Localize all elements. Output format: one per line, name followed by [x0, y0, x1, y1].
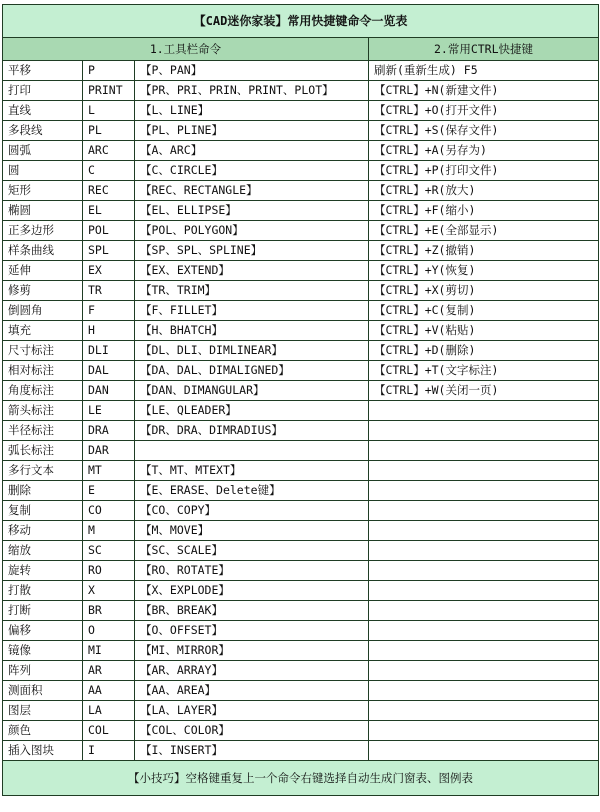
command-name-cell: 样条曲线 — [3, 241, 83, 261]
table-row — [3, 141, 599, 161]
command-name-cell: 删除 — [3, 481, 83, 501]
command-name-cell: 修剪 — [3, 281, 83, 301]
command-abbr-cell: PL — [83, 121, 135, 141]
command-aliases-cell — [135, 441, 369, 461]
table-row — [3, 161, 599, 181]
header-ctrl-shortcuts: 2.常用CTRL快捷键 — [369, 38, 599, 61]
ctrl-shortcut-cell — [369, 661, 599, 681]
table-row — [3, 541, 599, 561]
table-row — [3, 661, 599, 681]
command-aliases-cell: 【REC、RECTANGLE】 — [135, 181, 369, 201]
ctrl-shortcut-cell: 【CTRL】+N(新建文件) — [369, 81, 599, 101]
command-aliases-cell: 【F、FILLET】 — [135, 301, 369, 321]
command-aliases-cell: 【A、ARC】 — [135, 141, 369, 161]
command-name-cell: 矩形 — [3, 181, 83, 201]
command-abbr-cell: DAR — [83, 441, 135, 461]
command-abbr-cell: DRA — [83, 421, 135, 441]
command-name-cell: 图层 — [3, 701, 83, 721]
command-aliases-cell: 【BR、BREAK】 — [135, 601, 369, 621]
command-name-cell: 打印 — [3, 81, 83, 101]
footer-tip: 【小技巧】空格键重复上一个命令右键选择自动生成门窗表、图例表 — [3, 761, 599, 796]
command-name-cell: 颜色 — [3, 721, 83, 741]
table-row — [3, 441, 599, 461]
table-row — [3, 61, 599, 81]
table-row — [3, 201, 599, 221]
command-aliases-cell: 【X、EXPLODE】 — [135, 581, 369, 601]
command-name-cell: 延伸 — [3, 261, 83, 281]
ctrl-shortcut-cell: 【CTRL】+P(打印文件) — [369, 161, 599, 181]
command-name-cell: 填充 — [3, 321, 83, 341]
ctrl-shortcut-cell — [369, 421, 599, 441]
ctrl-shortcut-cell: 【CTRL】+V(粘贴) — [369, 321, 599, 341]
command-abbr-cell: POL — [83, 221, 135, 241]
table-row — [3, 681, 599, 701]
command-abbr-cell: REC — [83, 181, 135, 201]
command-name-cell: 缩放 — [3, 541, 83, 561]
command-aliases-cell: 【SP、SPL、SPLINE】 — [135, 241, 369, 261]
ctrl-shortcut-cell: 【CTRL】+F(缩小) — [369, 201, 599, 221]
command-abbr-cell: COL — [83, 721, 135, 741]
table-row — [3, 741, 599, 761]
command-name-cell: 打断 — [3, 601, 83, 621]
command-aliases-cell: 【C、CIRCLE】 — [135, 161, 369, 181]
ctrl-shortcut-cell: 【CTRL】+O(打开文件) — [369, 101, 599, 121]
command-abbr-cell: RO — [83, 561, 135, 581]
table-row — [3, 241, 599, 261]
table-row — [3, 301, 599, 321]
command-name-cell: 正多边形 — [3, 221, 83, 241]
command-aliases-cell: 【PR、PRI、PRIN、PRINT、PLOT】 — [135, 81, 369, 101]
ctrl-shortcut-cell: 【CTRL】+X(剪切) — [369, 281, 599, 301]
command-aliases-cell: 【EX、EXTEND】 — [135, 261, 369, 281]
command-aliases-cell: 【E、ERASE、Delete键】 — [135, 481, 369, 501]
ctrl-shortcut-cell: 【CTRL】+T(文字标注) — [369, 361, 599, 381]
ctrl-shortcut-cell: 【CTRL】+E(全部显示) — [369, 221, 599, 241]
ctrl-shortcut-cell — [369, 481, 599, 501]
command-abbr-cell: BR — [83, 601, 135, 621]
ctrl-shortcut-cell: 【CTRL】+C(复制) — [369, 301, 599, 321]
command-aliases-cell: 【LE、QLEADER】 — [135, 401, 369, 421]
command-aliases-cell: 【TR、TRIM】 — [135, 281, 369, 301]
ctrl-shortcut-cell — [369, 741, 599, 761]
command-name-cell: 圆弧 — [3, 141, 83, 161]
table-row — [3, 461, 599, 481]
shortcut-table — [2, 4, 599, 796]
command-name-cell: 半径标注 — [3, 421, 83, 441]
ctrl-shortcut-cell — [369, 501, 599, 521]
command-aliases-cell: 【SC、SCALE】 — [135, 541, 369, 561]
command-aliases-cell: 【T、MT、MTEXT】 — [135, 461, 369, 481]
command-aliases-cell: 【CO、COPY】 — [135, 501, 369, 521]
ctrl-shortcut-cell: 刷新(重新生成) F5 — [369, 61, 599, 81]
table-row — [3, 121, 599, 141]
command-abbr-cell: LE — [83, 401, 135, 421]
command-name-cell: 尺寸标注 — [3, 341, 83, 361]
command-aliases-cell: 【LA、LAYER】 — [135, 701, 369, 721]
title-row — [3, 5, 599, 38]
command-aliases-cell: 【MI、MIRROR】 — [135, 641, 369, 661]
table-row — [3, 381, 599, 401]
table-row — [3, 581, 599, 601]
command-abbr-cell: F — [83, 301, 135, 321]
table-row — [3, 341, 599, 361]
command-aliases-cell: 【PL、PLINE】 — [135, 121, 369, 141]
table-row — [3, 701, 599, 721]
table-title: 【CAD迷你家装】常用快捷键命令一览表 — [3, 5, 599, 38]
command-name-cell: 相对标注 — [3, 361, 83, 381]
command-name-cell: 弧长标注 — [3, 441, 83, 461]
command-name-cell: 多行文本 — [3, 461, 83, 481]
ctrl-shortcut-cell — [369, 441, 599, 461]
ctrl-shortcut-cell — [369, 401, 599, 421]
command-aliases-cell: 【COL、COLOR】 — [135, 721, 369, 741]
command-abbr-cell: SPL — [83, 241, 135, 261]
command-name-cell: 旋转 — [3, 561, 83, 581]
ctrl-shortcut-cell — [369, 701, 599, 721]
ctrl-shortcut-cell: 【CTRL】+Y(恢复) — [369, 261, 599, 281]
command-aliases-cell: 【AA、AREA】 — [135, 681, 369, 701]
command-name-cell: 复制 — [3, 501, 83, 521]
command-abbr-cell: E — [83, 481, 135, 501]
table-row — [3, 421, 599, 441]
ctrl-shortcut-cell: 【CTRL】+R(放大) — [369, 181, 599, 201]
table-row — [3, 561, 599, 581]
command-name-cell: 偏移 — [3, 621, 83, 641]
table-row — [3, 501, 599, 521]
table-row — [3, 361, 599, 381]
command-abbr-cell: DAL — [83, 361, 135, 381]
command-abbr-cell: C — [83, 161, 135, 181]
ctrl-shortcut-cell — [369, 461, 599, 481]
command-name-cell: 圆 — [3, 161, 83, 181]
command-abbr-cell: P — [83, 61, 135, 81]
table-row — [3, 601, 599, 621]
command-aliases-cell: 【DAN、DIMANGULAR】 — [135, 381, 369, 401]
command-abbr-cell: DLI — [83, 341, 135, 361]
ctrl-shortcut-cell — [369, 521, 599, 541]
command-abbr-cell: O — [83, 621, 135, 641]
table-row — [3, 521, 599, 541]
command-aliases-cell: 【POL、POLYGON】 — [135, 221, 369, 241]
command-name-cell: 移动 — [3, 521, 83, 541]
footer-row — [3, 761, 599, 796]
table-row — [3, 641, 599, 661]
table-row — [3, 81, 599, 101]
command-aliases-cell: 【DA、DAL、DIMALIGNED】 — [135, 361, 369, 381]
ctrl-shortcut-cell: 【CTRL】+D(删除) — [369, 341, 599, 361]
command-abbr-cell: SC — [83, 541, 135, 561]
table-row — [3, 281, 599, 301]
command-aliases-cell: 【DR、DRA、DIMRADIUS】 — [135, 421, 369, 441]
command-name-cell: 箭头标注 — [3, 401, 83, 421]
table-row — [3, 621, 599, 641]
ctrl-shortcut-cell — [369, 641, 599, 661]
command-name-cell: 角度标注 — [3, 381, 83, 401]
command-name-cell: 阵列 — [3, 661, 83, 681]
command-abbr-cell: L — [83, 101, 135, 121]
command-abbr-cell: PRINT — [83, 81, 135, 101]
command-abbr-cell: ARC — [83, 141, 135, 161]
command-abbr-cell: LA — [83, 701, 135, 721]
table-row — [3, 181, 599, 201]
command-abbr-cell: CO — [83, 501, 135, 521]
command-aliases-cell: 【DL、DLI、DIMLINEAR】 — [135, 341, 369, 361]
table-row — [3, 101, 599, 121]
command-aliases-cell: 【M、MOVE】 — [135, 521, 369, 541]
ctrl-shortcut-cell — [369, 601, 599, 621]
command-name-cell: 打散 — [3, 581, 83, 601]
command-name-cell: 测面积 — [3, 681, 83, 701]
command-abbr-cell: DAN — [83, 381, 135, 401]
command-abbr-cell: H — [83, 321, 135, 341]
header-toolbar-commands: 1.工具栏命令 — [3, 38, 369, 61]
command-name-cell: 多段线 — [3, 121, 83, 141]
table-row — [3, 481, 599, 501]
command-abbr-cell: AR — [83, 661, 135, 681]
command-abbr-cell: EX — [83, 261, 135, 281]
command-abbr-cell: AA — [83, 681, 135, 701]
table-row — [3, 261, 599, 281]
command-abbr-cell: M — [83, 521, 135, 541]
command-aliases-cell: 【RO、ROTATE】 — [135, 561, 369, 581]
ctrl-shortcut-cell — [369, 721, 599, 741]
command-aliases-cell: 【I、INSERT】 — [135, 741, 369, 761]
command-aliases-cell: 【L、LINE】 — [135, 101, 369, 121]
ctrl-shortcut-cell — [369, 621, 599, 641]
command-abbr-cell: EL — [83, 201, 135, 221]
header-row — [3, 38, 599, 61]
ctrl-shortcut-cell — [369, 681, 599, 701]
command-aliases-cell: 【AR、ARRAY】 — [135, 661, 369, 681]
ctrl-shortcut-cell: 【CTRL】+S(保存文件) — [369, 121, 599, 141]
ctrl-shortcut-cell — [369, 561, 599, 581]
command-name-cell: 倒圆角 — [3, 301, 83, 321]
command-abbr-cell: MT — [83, 461, 135, 481]
command-name-cell: 平移 — [3, 61, 83, 81]
command-name-cell: 插入图块 — [3, 741, 83, 761]
ctrl-shortcut-cell: 【CTRL】+A(另存为) — [369, 141, 599, 161]
command-aliases-cell: 【P、PAN】 — [135, 61, 369, 81]
command-name-cell: 直线 — [3, 101, 83, 121]
ctrl-shortcut-cell: 【CTRL】+W(关闭一页) — [369, 381, 599, 401]
table-row — [3, 321, 599, 341]
command-abbr-cell: TR — [83, 281, 135, 301]
table-row — [3, 221, 599, 241]
ctrl-shortcut-cell: 【CTRL】+Z(撤销) — [369, 241, 599, 261]
command-aliases-cell: 【O、OFFSET】 — [135, 621, 369, 641]
table-row — [3, 721, 599, 741]
ctrl-shortcut-cell — [369, 581, 599, 601]
table-row — [3, 401, 599, 421]
command-abbr-cell: I — [83, 741, 135, 761]
command-abbr-cell: X — [83, 581, 135, 601]
ctrl-shortcut-cell — [369, 541, 599, 561]
command-abbr-cell: MI — [83, 641, 135, 661]
command-name-cell: 椭圆 — [3, 201, 83, 221]
command-name-cell: 镜像 — [3, 641, 83, 661]
command-aliases-cell: 【EL、ELLIPSE】 — [135, 201, 369, 221]
command-aliases-cell: 【H、BHATCH】 — [135, 321, 369, 341]
